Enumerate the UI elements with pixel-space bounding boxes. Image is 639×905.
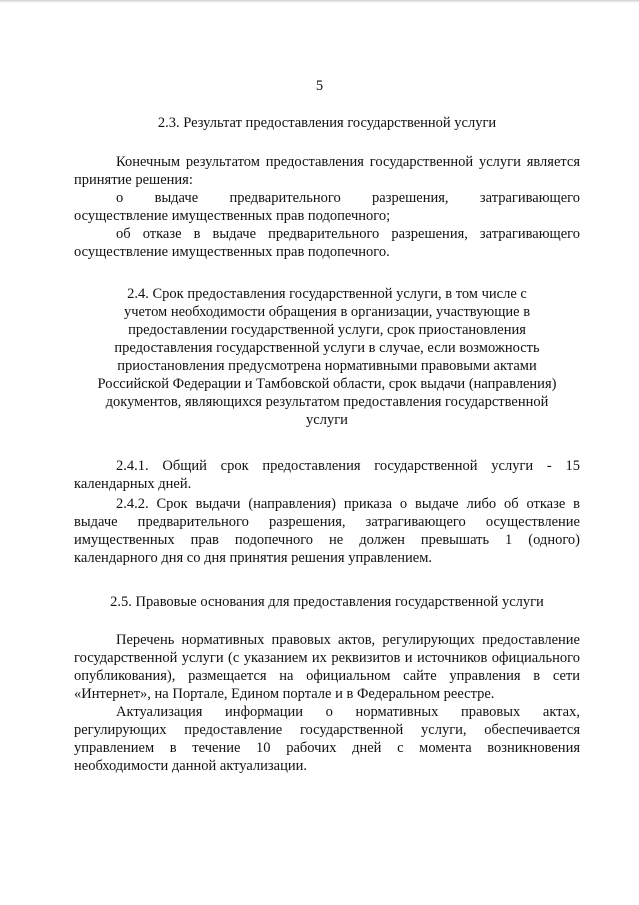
heading-line: предоставлении государственной услуги, срок приостановления bbox=[128, 322, 526, 338]
bullet-word: разрешения, bbox=[372, 190, 449, 206]
heading-line: учетом необходимости обращения в организации, участвующие в bbox=[123, 304, 531, 320]
paragraph-2-4-2: 2.4.2. Срок выдачи (направления) приказа о выдаче либо об отказе в выдаче предварительного разрешения, затрагивающего осуществление имущественных прав подопечного не должен превышать 1 (одного) календарного дня со дня принятия решения управлением. bbox=[74, 496, 580, 566]
section-2-3-heading: 2.3. Результат предоставления государственной услуги bbox=[157, 115, 497, 131]
section-2-4-body bbox=[74, 457, 580, 567]
section-2-4-heading bbox=[74, 285, 580, 429]
scan-edge bbox=[0, 0, 639, 3]
section-2-5-heading: 2.5. Правовые основания для предоставления государственной услуги bbox=[110, 594, 544, 610]
bullet-word: предварительного bbox=[229, 190, 341, 206]
bullet-issue-line bbox=[74, 189, 580, 207]
heading-line: предоставления государственной услуги в случае, если возможность bbox=[114, 340, 540, 356]
heading-line: 2.4. Срок предоставления государственной услуги, в том числе с bbox=[127, 286, 527, 302]
paragraph-actualization: Актуализация информации о нормативных правовых актах, регулирующих предоставление государственной услуги, обеспечивается управлением в течение 10 рабочих дней с момента возникновения необходимости данной актуализации. bbox=[74, 704, 580, 774]
paragraph-result: Конечным результатом предоставления государственной услуги является принятие решения: bbox=[74, 154, 580, 188]
heading-line: услуги bbox=[306, 412, 348, 428]
paragraph-2-4-1: 2.4.1. Общий срок предоставления государственной услуги - 15 календарных дней. bbox=[74, 458, 580, 492]
bullet-refusal: об отказе в выдаче предварительного разрешения, затрагивающего осуществление имущественных прав подопечного. bbox=[74, 226, 580, 260]
bullet-word: о bbox=[116, 190, 124, 206]
paragraph-legal-list: Перечень нормативных правовых актов, регулирующих предоставление государственной услуги (с указанием их реквизитов и источников официального опубликования), размещается на официальном сайте управления в сети «Интернет», на Портале, Едином портале и в Федеральном реестре. bbox=[74, 632, 580, 702]
section-2-5-body bbox=[74, 631, 580, 775]
heading-line: Российской Федерации и Тамбовской области, срок выдачи (направления) bbox=[97, 376, 557, 392]
page-number: 5 bbox=[315, 78, 324, 94]
bullet-issue-rest: осуществление имущественных прав подопечного; bbox=[74, 208, 391, 224]
section-2-3-body bbox=[74, 153, 580, 261]
heading-line: документов, являющихся результатом предоставления государственной bbox=[105, 394, 549, 410]
heading-line: приостановления предусмотрена нормативными правовыми актами bbox=[117, 358, 537, 374]
bullet-word: затрагивающего bbox=[479, 190, 580, 206]
bullet-word: выдаче bbox=[154, 190, 199, 206]
section-2-5 bbox=[74, 593, 580, 611]
section-2-3 bbox=[74, 114, 580, 132]
